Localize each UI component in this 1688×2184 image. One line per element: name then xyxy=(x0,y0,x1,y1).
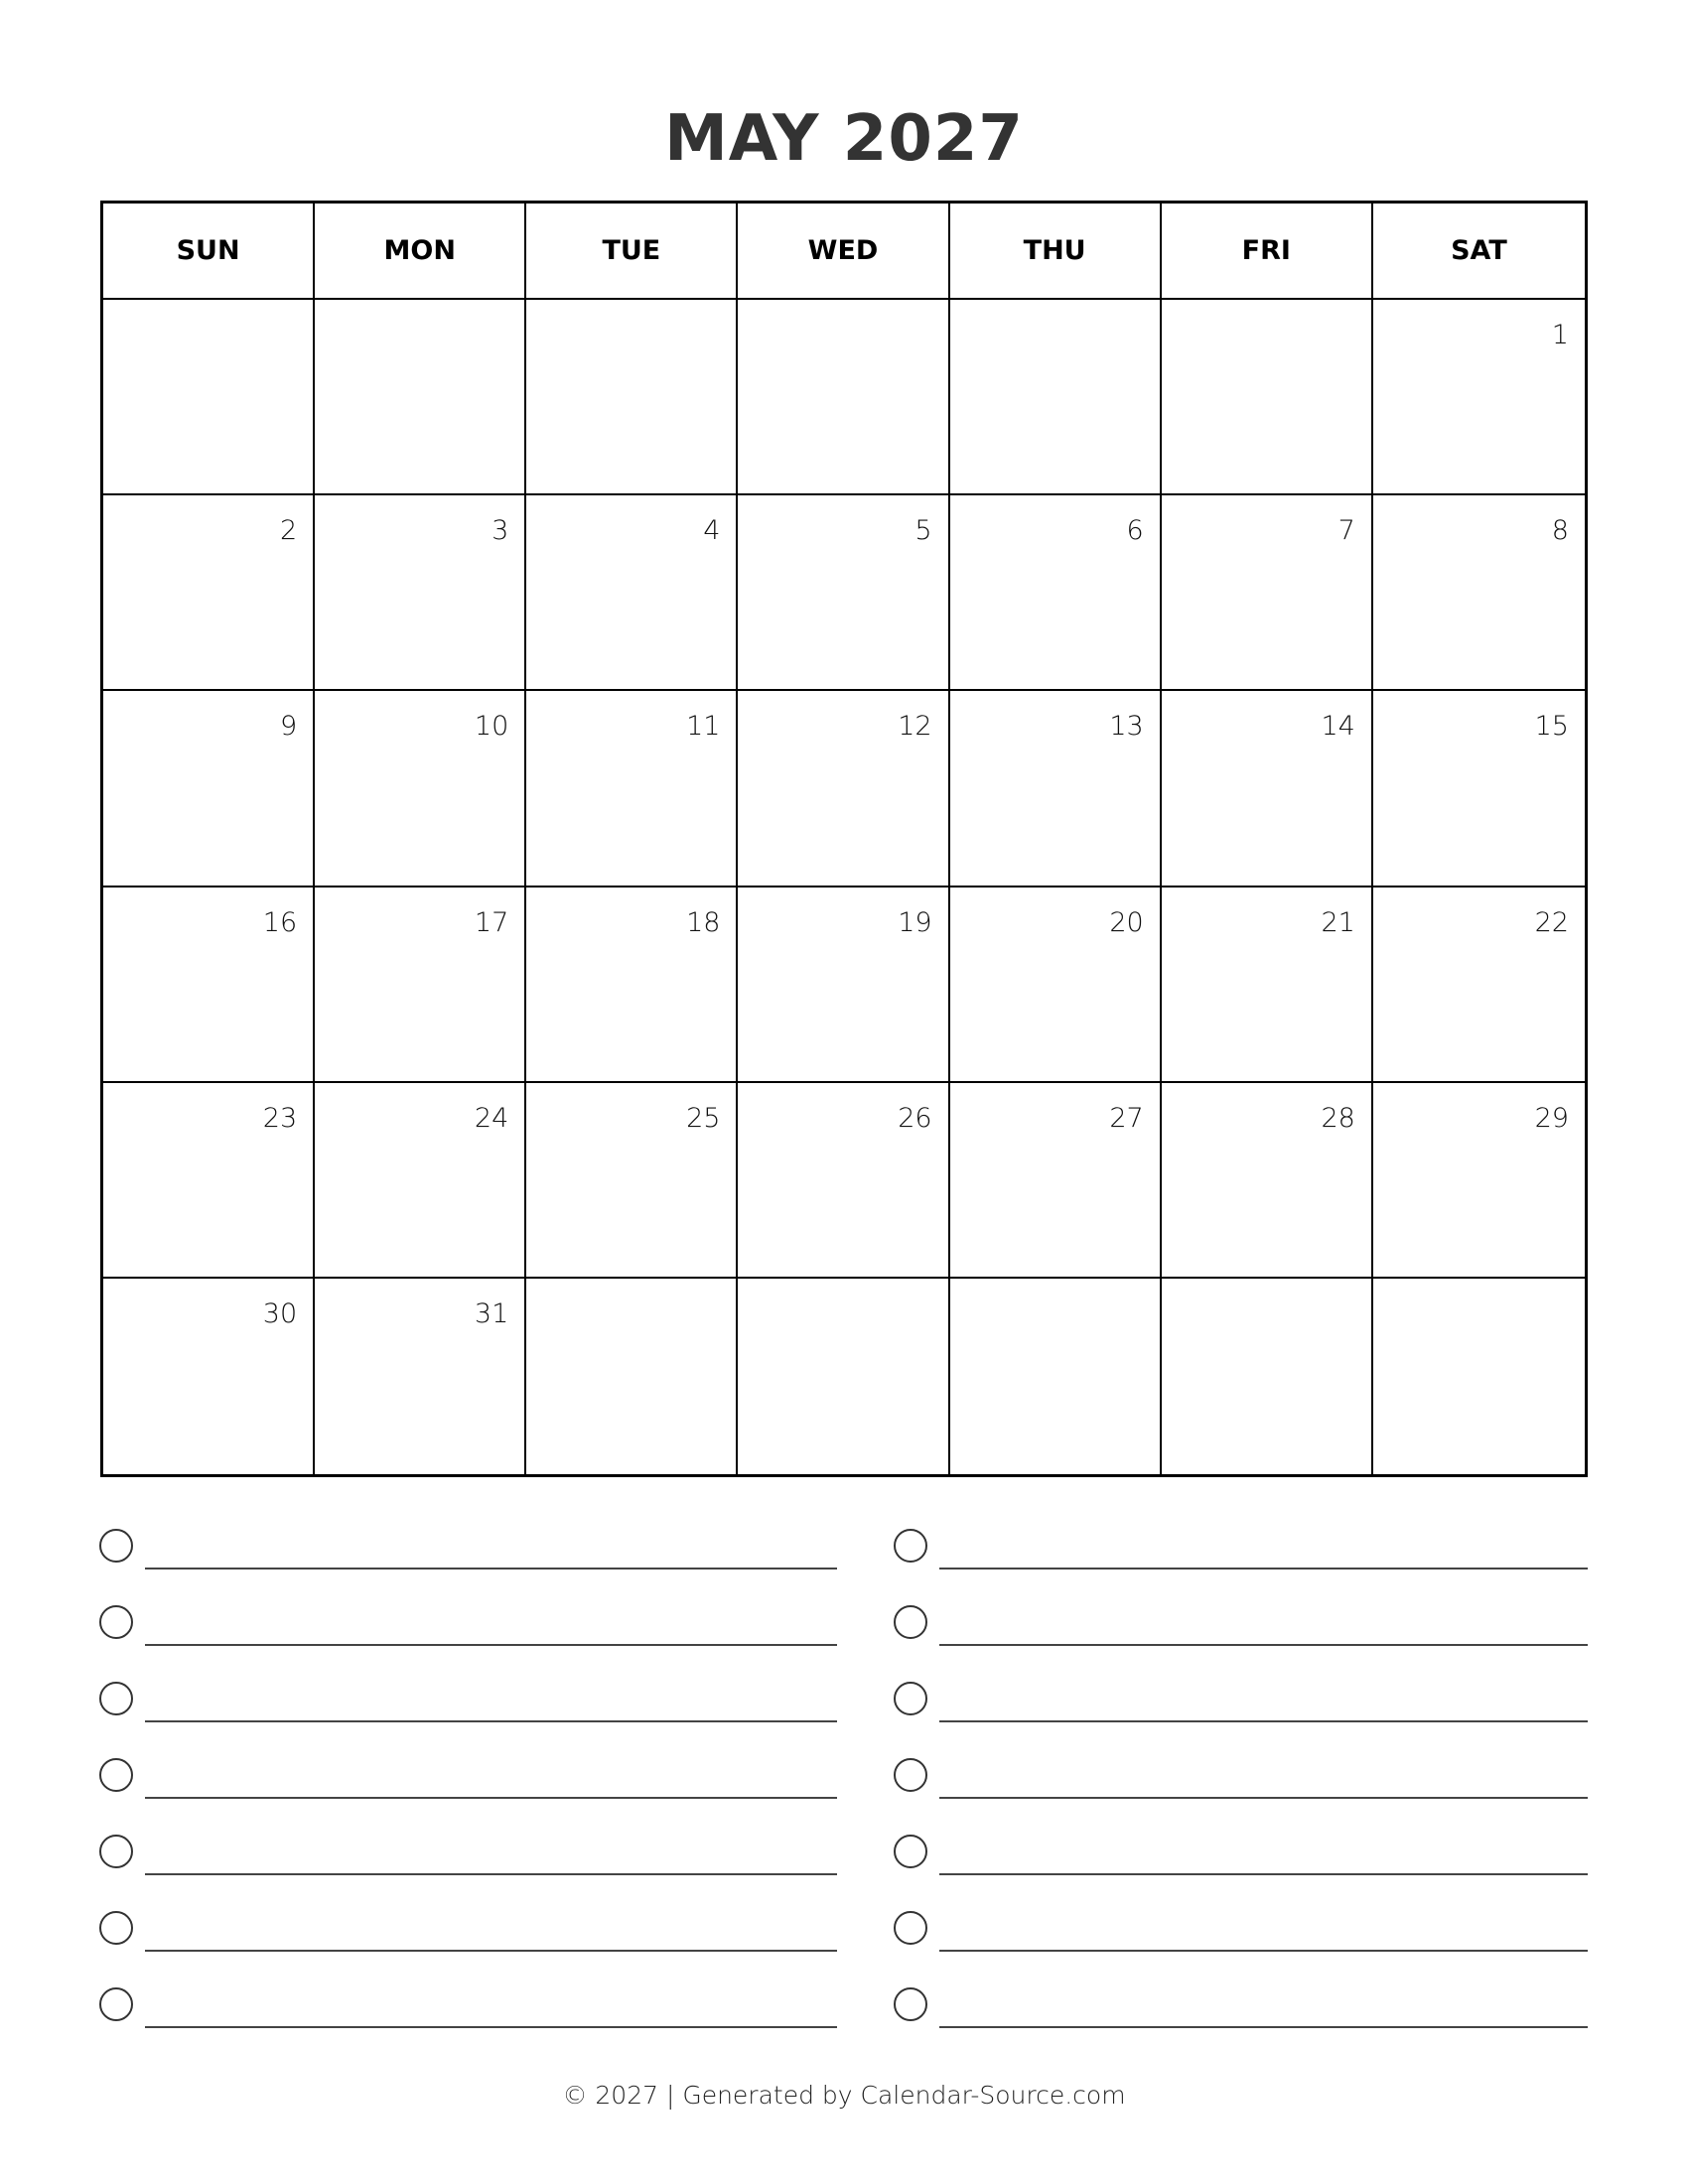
empty-day-cell[interactable] xyxy=(526,300,738,495)
day-number: 6 xyxy=(1126,515,1144,547)
day-number: 12 xyxy=(898,711,932,743)
empty-day-cell[interactable] xyxy=(738,1279,949,1474)
day-cell-17[interactable] xyxy=(315,887,526,1083)
day-cell-2[interactable] xyxy=(103,495,315,691)
writing-line[interactable] xyxy=(145,1568,837,1570)
day-number: 14 xyxy=(1321,711,1355,743)
day-cell-5[interactable] xyxy=(738,495,949,691)
day-cell-6[interactable] xyxy=(950,495,1162,691)
day-cell-31[interactable] xyxy=(315,1279,526,1474)
writing-line[interactable] xyxy=(145,2026,837,2028)
day-number: 22 xyxy=(1534,906,1569,938)
weekday-header-tue: TUE xyxy=(526,204,738,300)
day-number: 19 xyxy=(898,906,932,938)
day-number: 23 xyxy=(262,1102,298,1134)
weekday-header-sat: SAT xyxy=(1373,204,1585,300)
day-cell-26[interactable] xyxy=(738,1083,949,1279)
day-cell-7[interactable] xyxy=(1162,495,1373,691)
writing-line[interactable] xyxy=(145,1644,837,1646)
day-number: 11 xyxy=(686,711,721,743)
day-number: 31 xyxy=(474,1297,509,1329)
day-number: 17 xyxy=(474,906,509,938)
day-number: 4 xyxy=(703,515,721,547)
day-cell-21[interactable] xyxy=(1162,887,1373,1083)
calendar-grid xyxy=(100,201,1588,1477)
weekday-header-fri: FRI xyxy=(1162,204,1373,300)
weekday-header-sun: SUN xyxy=(103,204,315,300)
checklist-item-left-2 xyxy=(99,1603,837,1680)
day-cell-28[interactable] xyxy=(1162,1083,1373,1279)
day-cell-4[interactable] xyxy=(526,495,738,691)
day-cell-30[interactable] xyxy=(103,1279,315,1474)
checkbox-circle-icon[interactable] xyxy=(99,1911,133,1945)
day-number: 9 xyxy=(279,711,298,743)
checkbox-circle-icon[interactable] xyxy=(99,1529,133,1563)
checkbox-circle-icon[interactable] xyxy=(894,1987,927,2021)
checklist-item-left-6 xyxy=(99,1909,837,1985)
checklist-item-right-5 xyxy=(894,1833,1588,1909)
day-number: 26 xyxy=(898,1102,932,1134)
day-number: 28 xyxy=(1321,1102,1355,1134)
checkbox-circle-icon[interactable] xyxy=(99,1835,133,1868)
day-number: 7 xyxy=(1337,515,1355,547)
day-cell-16[interactable] xyxy=(103,887,315,1083)
writing-line[interactable] xyxy=(145,1950,837,1952)
day-number: 3 xyxy=(492,515,509,547)
weekday-header-wed: WED xyxy=(738,204,949,300)
day-number: 16 xyxy=(262,906,298,938)
writing-line[interactable] xyxy=(939,1720,1588,1722)
checkbox-circle-icon[interactable] xyxy=(99,1682,133,1715)
checklist-item-left-1 xyxy=(99,1527,837,1603)
writing-line[interactable] xyxy=(939,1950,1588,1952)
day-number: 25 xyxy=(686,1102,721,1134)
checkbox-circle-icon[interactable] xyxy=(894,1682,927,1715)
checkbox-circle-icon[interactable] xyxy=(99,1987,133,2021)
day-cell-8[interactable] xyxy=(1373,495,1585,691)
day-number: 21 xyxy=(1321,906,1355,938)
writing-line[interactable] xyxy=(145,1797,837,1799)
checkbox-circle-icon[interactable] xyxy=(894,1911,927,1945)
weekday-header-mon: MON xyxy=(315,204,526,300)
day-cell-27[interactable] xyxy=(950,1083,1162,1279)
checklist-item-left-5 xyxy=(99,1833,837,1909)
writing-line[interactable] xyxy=(939,1873,1588,1875)
weekday-header-thu: THU xyxy=(950,204,1162,300)
empty-day-cell[interactable] xyxy=(950,300,1162,495)
checklist-item-right-3 xyxy=(894,1680,1588,1756)
day-number: 8 xyxy=(1551,515,1569,547)
writing-line[interactable] xyxy=(939,1644,1588,1646)
day-cell-29[interactable] xyxy=(1373,1083,1585,1279)
day-cell-10[interactable] xyxy=(315,691,526,887)
day-cell-11[interactable] xyxy=(526,691,738,887)
day-cell-1[interactable] xyxy=(1373,300,1585,495)
empty-day-cell[interactable] xyxy=(1162,300,1373,495)
day-number: 18 xyxy=(686,906,721,938)
day-number: 13 xyxy=(1109,711,1144,743)
day-cell-18[interactable] xyxy=(526,887,738,1083)
day-cell-25[interactable] xyxy=(526,1083,738,1279)
writing-line[interactable] xyxy=(939,2026,1588,2028)
day-cell-3[interactable] xyxy=(315,495,526,691)
day-cell-24[interactable] xyxy=(315,1083,526,1279)
checklist-item-left-3 xyxy=(99,1680,837,1756)
empty-day-cell[interactable] xyxy=(1162,1279,1373,1474)
empty-day-cell[interactable] xyxy=(103,300,315,495)
checkbox-circle-icon[interactable] xyxy=(894,1835,927,1868)
day-cell-9[interactable] xyxy=(103,691,315,887)
checklist-item-right-4 xyxy=(894,1756,1588,1833)
day-number: 5 xyxy=(914,515,932,547)
day-cell-13[interactable] xyxy=(950,691,1162,887)
checklist-left-column xyxy=(99,1527,837,2062)
checkbox-circle-icon[interactable] xyxy=(894,1605,927,1639)
day-number: 29 xyxy=(1534,1102,1569,1134)
checklist-right-column xyxy=(894,1527,1588,2062)
checklist-item-right-1 xyxy=(894,1527,1588,1603)
day-number: 10 xyxy=(474,711,509,743)
day-cell-19[interactable] xyxy=(738,887,949,1083)
day-number: 1 xyxy=(1551,320,1569,350)
checklist-item-right-7 xyxy=(894,1985,1588,2062)
empty-day-cell[interactable] xyxy=(950,1279,1162,1474)
day-number: 30 xyxy=(262,1297,298,1329)
checkbox-circle-icon[interactable] xyxy=(894,1758,927,1792)
checklist-item-left-7 xyxy=(99,1985,837,2062)
checklist-item-right-2 xyxy=(894,1603,1588,1680)
day-cell-15[interactable] xyxy=(1373,691,1585,887)
checkbox-circle-icon[interactable] xyxy=(99,1605,133,1639)
writing-line[interactable] xyxy=(939,1797,1588,1799)
page-title: MAY 2027 xyxy=(664,102,1024,176)
checklist-item-right-6 xyxy=(894,1909,1588,1985)
checklist-item-left-4 xyxy=(99,1756,837,1833)
writing-line[interactable] xyxy=(145,1873,837,1875)
day-cell-12[interactable] xyxy=(738,691,949,887)
day-number: 24 xyxy=(474,1102,509,1134)
day-number: 15 xyxy=(1534,711,1569,743)
empty-day-cell[interactable] xyxy=(526,1279,738,1474)
checkbox-circle-icon[interactable] xyxy=(99,1758,133,1792)
day-cell-22[interactable] xyxy=(1373,887,1585,1083)
day-cell-20[interactable] xyxy=(950,887,1162,1083)
day-cell-14[interactable] xyxy=(1162,691,1373,887)
writing-line[interactable] xyxy=(939,1568,1588,1570)
empty-day-cell[interactable] xyxy=(315,300,526,495)
day-number: 20 xyxy=(1109,906,1144,938)
day-number: 2 xyxy=(279,515,298,547)
empty-day-cell[interactable] xyxy=(1373,1279,1585,1474)
writing-line[interactable] xyxy=(145,1720,837,1722)
checkbox-circle-icon[interactable] xyxy=(894,1529,927,1563)
day-number: 27 xyxy=(1109,1102,1144,1134)
day-cell-23[interactable] xyxy=(103,1083,315,1279)
empty-day-cell[interactable] xyxy=(738,300,949,495)
footer-credit: © 2027 | Generated by Calendar-Source.com xyxy=(562,2081,1126,2110)
